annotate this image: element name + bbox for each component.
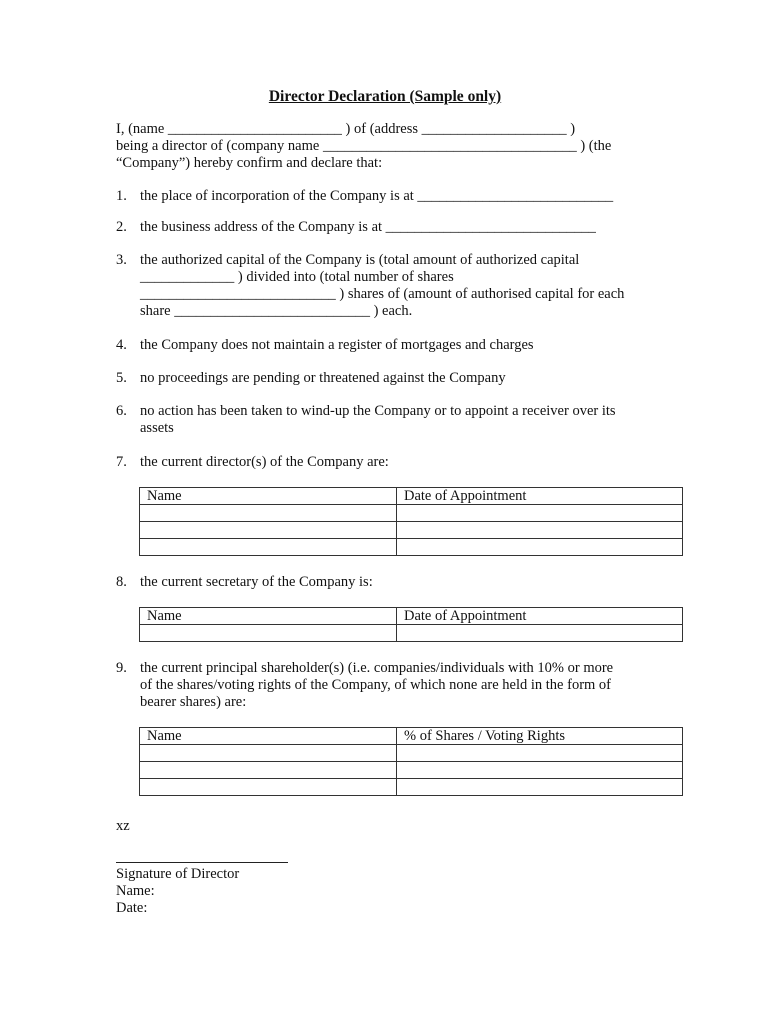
item-text: the Company does not maintain a register of mortgages and charges <box>140 337 534 353</box>
name-cell[interactable] <box>140 745 397 762</box>
date-cell[interactable] <box>397 539 683 556</box>
item-text: the business address of the Company is at _____________________________ <box>140 219 596 235</box>
item-number: 7. <box>116 454 127 470</box>
secretary-table <box>139 607 683 642</box>
table-row <box>140 762 683 779</box>
table-row <box>140 522 683 539</box>
signature-block <box>116 866 239 917</box>
date-cell[interactable] <box>397 522 683 539</box>
table-header-row <box>140 728 683 745</box>
table-row <box>140 779 683 796</box>
item-text: ___________________________ ) shares of (amount of authorised capital for each <box>140 286 625 302</box>
table-row <box>140 539 683 556</box>
date-of-appointment-column-header: Date of Appointment <box>397 488 683 505</box>
item-number: 3. <box>116 252 127 268</box>
item-text: the current secretary of the Company is: <box>140 574 373 590</box>
intro-line-3: “Company”) hereby confirm and declare that: <box>116 155 383 171</box>
name-column-header: Name <box>140 608 397 625</box>
name-column-header: Name <box>140 728 397 745</box>
table-row <box>140 505 683 522</box>
name-column-header: Name <box>140 488 397 505</box>
name-cell[interactable] <box>140 779 397 796</box>
date-label: Date: <box>116 900 148 916</box>
shares-cell[interactable] <box>397 745 683 762</box>
item-text: of the shares/voting rights of the Company, of which none are held in the form of <box>140 677 612 693</box>
signature-label: Signature of Director <box>116 866 240 882</box>
shareholders-table <box>139 727 683 796</box>
name-cell[interactable] <box>140 625 397 642</box>
intro-paragraph <box>116 121 658 172</box>
item-text: no proceedings are pending or threatened against the Company <box>140 370 506 386</box>
item-text: no action has been taken to wind-up the Company or to appoint a receiver over its <box>140 403 616 419</box>
name-label: Name: <box>116 883 155 899</box>
item-text: assets <box>140 420 174 436</box>
table-row <box>140 625 683 642</box>
item-text: the place of incorporation of the Company is at ___________________________ <box>140 188 614 204</box>
date-cell[interactable] <box>397 625 683 642</box>
mark-text: xz <box>116 818 130 834</box>
item-text: the current director(s) of the Company are: <box>140 454 389 470</box>
shares-cell[interactable] <box>397 762 683 779</box>
intro-line-1: I, (name ________________________ ) of (address ____________________ ) <box>116 121 576 137</box>
intro-line-2: being a director of (company name ___________________________________ ) (the <box>116 138 612 154</box>
item-number: 1. <box>116 188 127 204</box>
signature-line[interactable] <box>116 862 288 863</box>
item-number: 8. <box>116 574 127 590</box>
table-header-row <box>140 488 683 505</box>
item-text: the authorized capital of the Company is (total amount of authorized capital <box>140 252 580 268</box>
item-text: _____________ ) divided into (total number of shares <box>140 269 454 285</box>
item-number: 9. <box>116 660 127 676</box>
item-number: 4. <box>116 337 127 353</box>
item-text: the current principal shareholder(s) (i.e. companies/individuals with 10% or more <box>140 660 614 676</box>
item-text: bearer shares) are: <box>140 694 247 710</box>
shares-cell[interactable] <box>397 779 683 796</box>
name-cell[interactable] <box>140 505 397 522</box>
date-cell[interactable] <box>397 505 683 522</box>
item-number: 6. <box>116 403 127 419</box>
item-text: share ___________________________ ) each. <box>140 303 413 319</box>
directors-table <box>139 487 683 556</box>
item-number: 5. <box>116 370 127 386</box>
table-header-row <box>140 608 683 625</box>
name-cell[interactable] <box>140 762 397 779</box>
date-of-appointment-column-header: Date of Appointment <box>397 608 683 625</box>
name-cell[interactable] <box>140 539 397 556</box>
shares-voting-rights-column-header: % of Shares / Voting Rights <box>397 728 683 745</box>
table-row <box>140 745 683 762</box>
item-number: 2. <box>116 219 127 235</box>
name-cell[interactable] <box>140 522 397 539</box>
document-title: Director Declaration (Sample only) <box>268 88 502 105</box>
